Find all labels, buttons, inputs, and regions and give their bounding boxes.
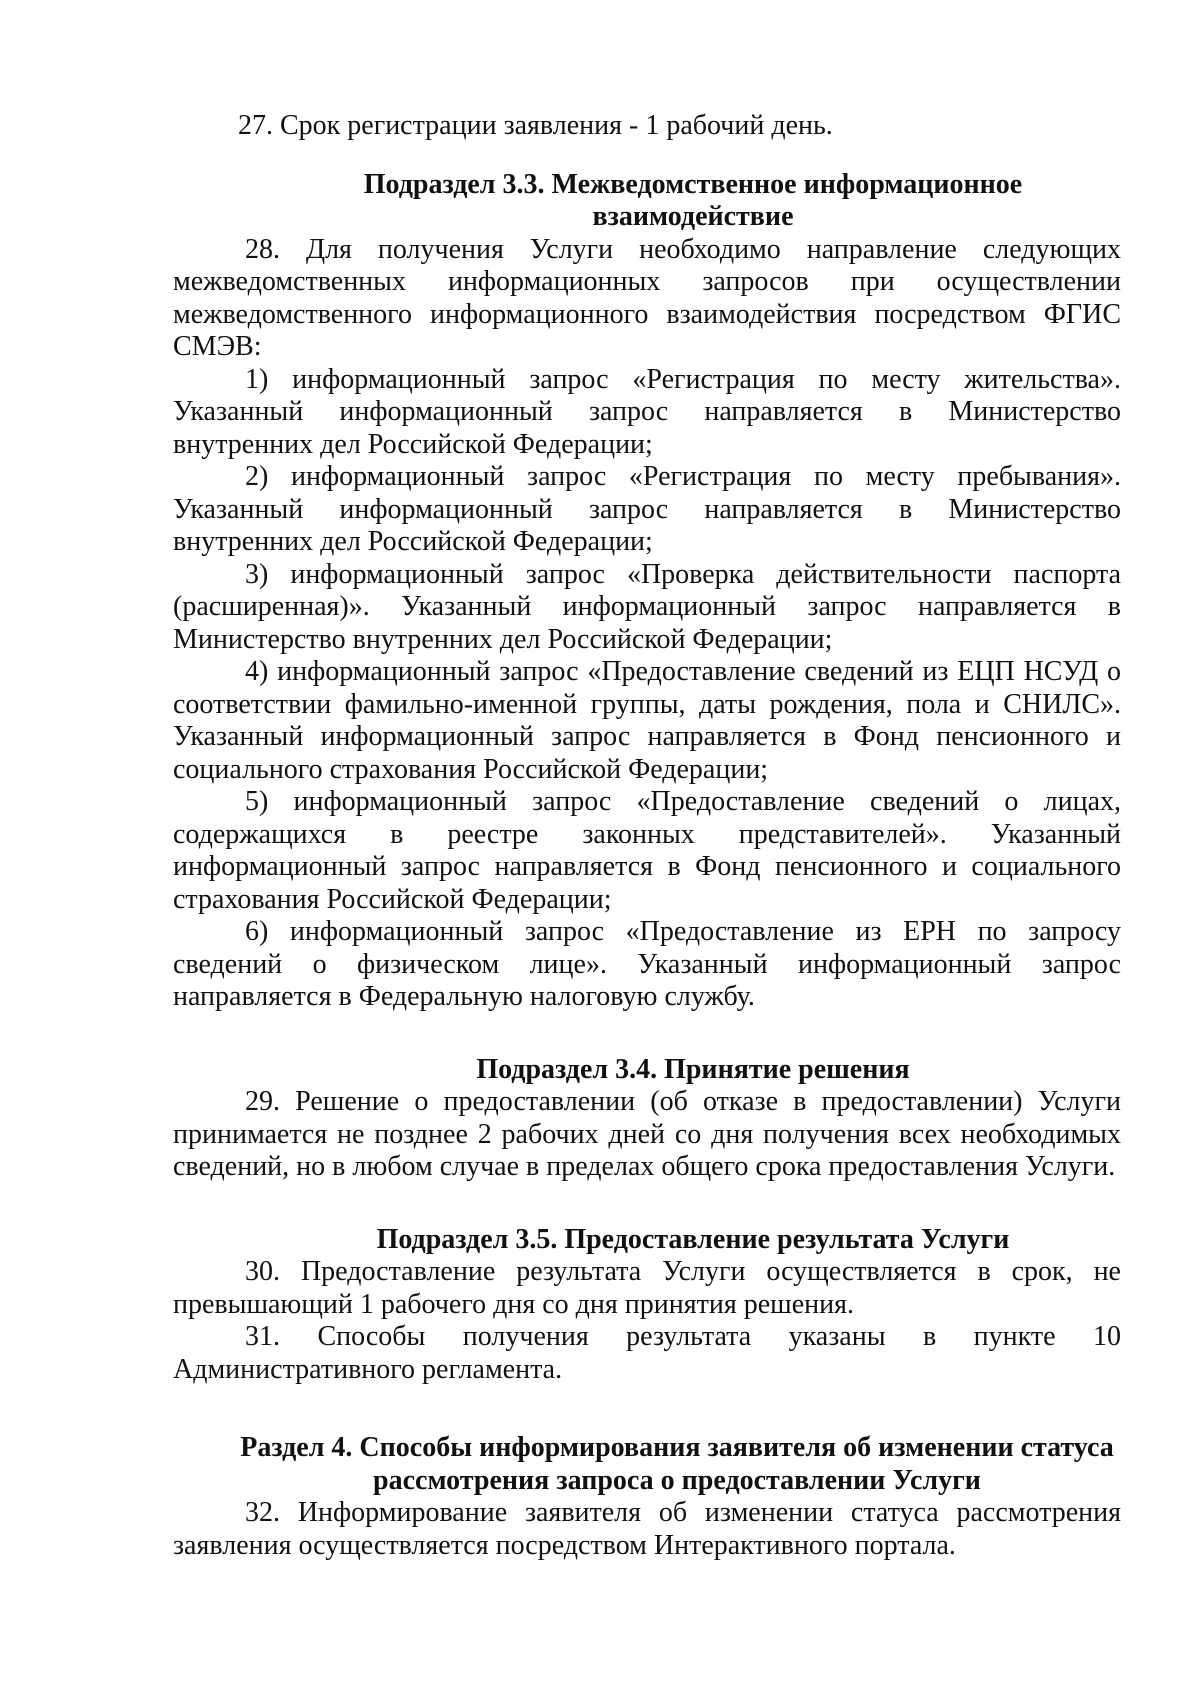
heading-subsection-3-5: Подраздел 3.5. Предоставление результата Услуги: [376, 1223, 1010, 1255]
heading-section-4: Раздел 4. Способы информирования заявителя об изменении статуса рассмотрения запроса о предоставлении Услуги: [240, 1432, 1114, 1496]
paragraph-27: 27. Срок регистрации заявления - 1 рабочий день.: [238, 110, 833, 141]
paragraph-32: 32. Информирование заявителя об изменении статуса рассмотрения заявления осуществляется посредством Интерактивного портала.: [173, 1497, 1121, 1561]
document-page: [173, 110, 1121, 1562]
paragraph-29: 29. Решение о предоставлении (об отказе в предоставлении) Услуги принимается не позднее 2 рабочих дней со дня получения всех необходимых сведений, но в любом случае в пределах общего срока предоставления Услуги.: [173, 1086, 1121, 1182]
list-item-4: 4) информационный запрос «Предоставление сведений из ЕЦП НСУД о соответствии фамильно-именной группы, даты рождения, пола и СНИЛС». Указанный информационный запрос направляется в Фонд пенсионного и социального страхования Российской Федерации;: [173, 656, 1121, 785]
paragraph-31: 31. Способы получения результата указаны в пункте 10 Административного регламента.: [173, 1321, 1121, 1385]
list-item-6: 6) информационный запрос «Предоставление из ЕРН по запросу сведений о физическом лице». Указанный информационный запрос направляется в Федеральную налоговую службу.: [173, 916, 1121, 1012]
list-item-2: 2) информационный запрос «Регистрация по месту пребывания». Указанный информационный запрос направляется в Министерство внутренних дел Российской Федерации;: [173, 461, 1121, 557]
list-item-3: 3) информационный запрос «Проверка действительности паспорта (расширенная)». Указанный информационный запрос направляется в Министерство внутренних дел Российской Федерации;: [173, 558, 1121, 655]
list-item-5: 5) информационный запрос «Предоставление сведений о лицах, содержащихся в реестре законных представителей». Указанный информационный запрос направляется в Фонд пенсионного и социального страхования Российской Федерации;: [173, 786, 1121, 915]
heading-subsection-3-4: Подраздел 3.4. Принятие решения: [476, 1053, 910, 1085]
heading-subsection-3-3: Подраздел 3.3. Межведомственное информационное взаимодействие: [363, 168, 1023, 232]
paragraph-28: 28. Для получения Услуги необходимо направление следующих межведомственных информационных запросов при осуществлении межведомственного информационного взаимодействия посредством ФГИС СМЭВ:: [173, 233, 1121, 362]
list-item-1: 1) информационный запрос «Регистрация по месту жительства». Указанный информационный запрос направляется в Министерство внутренних дел Российской Федерации;: [173, 363, 1121, 460]
paragraph-30: 30. Предоставление результата Услуги осуществляется в срок, не превышающий 1 рабочего дня со дня принятия решения.: [173, 1256, 1121, 1320]
